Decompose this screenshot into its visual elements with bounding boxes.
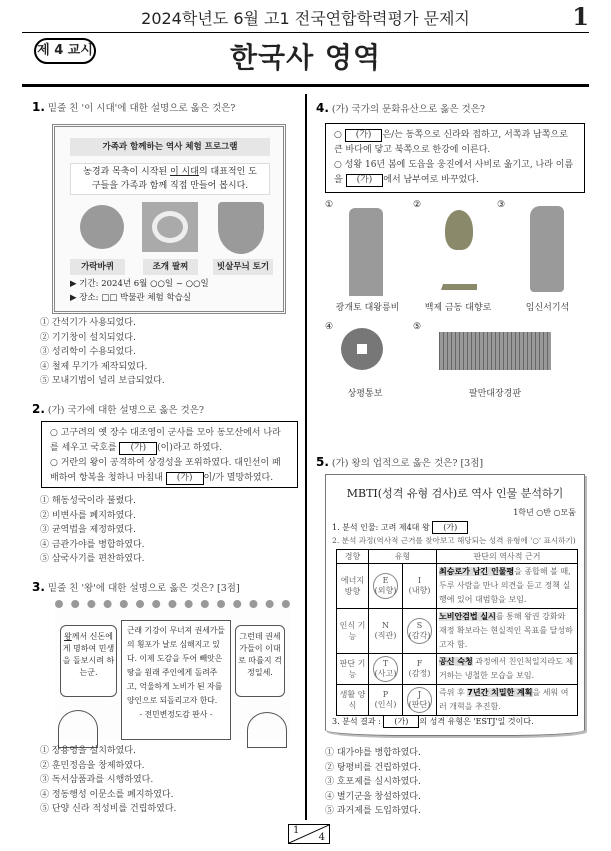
sangpyeong-coin-image (341, 328, 383, 370)
item-label: 빗살무늬 토기 (213, 259, 273, 275)
choice-1[interactable]: ① 장용영을 설치하였다. (40, 746, 136, 756)
program-period: ▶ 기간: 2024년 6월 ○○일 ~ ○○일 (70, 279, 209, 289)
center-speech-bubble: 근래 기강이 무너져 권세가들의 횡포가 날로 심해지고 있다. 이제 도감을 두어 빼앗은 땅을 원래 주인에게 돌려주고, 억울하게 노비가 된 자를 양인으로 되돌리고자 한다. - 전민변정도감 판사 - (121, 620, 231, 740)
option-caption: 상평통보 (347, 389, 383, 399)
choice-1[interactable]: ① 해동성국이라 불렸다. (40, 496, 136, 506)
analysis-subject: 1. 분석 인물: 고려 제4대 왕 (가) (332, 521, 468, 534)
question-2: 2. (가) 국가에 대한 설명으로 옳은 것은? (32, 402, 205, 416)
choice-2[interactable]: ② 탕평비를 건립하였다. (325, 762, 421, 773)
total-pages: 4 (318, 832, 325, 843)
imsin-stone-image (530, 206, 564, 292)
item-label: 가락바퀴 (70, 259, 125, 275)
choice-1[interactable]: ① 간석기가 사용되었다. (40, 318, 136, 328)
right-speech-bubble: 그런데 권세가들이 이대로 따를지 걱정일세. (235, 625, 285, 697)
q5-worksheet (325, 474, 585, 736)
source-line-2: ○ 성왕 16년 봄에 도읍을 웅진에서 사비로 옮기고, 나라 이름을 (가) 에서 남부여로 바꾸었다. (334, 160, 574, 185)
table-row: 생활 양식 P (인식) J (판단) 즉위 후 7년간 치밀한 계획을 세워 여러 개혁을 추진함. (337, 685, 578, 716)
scholar-figure-left (58, 710, 98, 748)
column-divider (305, 94, 307, 820)
choice-4[interactable]: ④ 금관가야를 병합하였다. (40, 539, 145, 550)
choice-3[interactable]: ③ 성리학이 수용되었다. (40, 347, 136, 357)
table-row: 판단 기능 T (사고) F (감정) 공신 숙청 과정에서 친인척일지라도 제거하는 냉철한 모습을 보임. (337, 654, 578, 685)
q2-source-box (41, 421, 298, 488)
option-caption: 백제 금동 대향로 (424, 303, 492, 313)
choice-5[interactable]: ⑤ 단양 신라 적성비를 건립하였다. (40, 804, 177, 814)
shell-bracelet-image (142, 202, 198, 252)
option-number[interactable]: ① (325, 200, 334, 210)
q1-choices (40, 316, 165, 389)
table-row: 에너지 방향 E (외향) I (내향) 최승로가 남긴 인물평을 종합해 볼 때, 두루 사람을 만나 의견을 듣고 정책 실행에 있어 대범함을 보임. (337, 564, 578, 609)
period-badge: 제 4 교시 (34, 38, 96, 64)
q1-program-poster (52, 124, 286, 314)
incense-burner-image (445, 210, 473, 250)
source-line-1: ○ (가) 은/는 동쪽으로 신라와 접하고, 서쪽과 남쪽으로 큰 바다에 닿고 북쪽으로 한강에 이른다. (334, 130, 568, 155)
question-5: 5. (가) 왕의 업적으로 옳은 것은? [3점] (316, 455, 484, 469)
q3-choices (40, 744, 176, 817)
choice-4[interactable]: ④ 철제 무기가 제작되었다. (40, 361, 148, 372)
page-number: 1 (572, 2, 589, 31)
current-page: 1 (293, 825, 300, 836)
analysis-process: 2. 분석 과정(역사적 근거를 찾아보고 해당되는 성격 유형에 '○' 표시하기) (332, 536, 576, 545)
choice-1[interactable]: ① 대가야를 병합하였다. (325, 748, 421, 758)
question-1: 1. 밑줄 친 '이 시대'에 대한 설명으로 옳은 것은? (32, 100, 236, 114)
page-indicator (288, 824, 330, 844)
scholar-figure-right (247, 712, 287, 748)
option-number[interactable]: ③ (497, 200, 506, 210)
program-intro: 농경과 목축이 시작된 이 시대의 대표적인 도구들을 가족과 함께 직접 만들어 봅시다. (70, 163, 270, 195)
gwanggaeto-stele-image (349, 208, 383, 296)
table-row: 인식 기능 N (직관) S (감각) 노비안검법 실시를 통해 왕권 강화와 재정 확보라는 현실적인 목표를 달성하고자 함. (337, 609, 578, 654)
choice-5[interactable]: ⑤ 삼국사기를 편찬하였다. (40, 554, 145, 564)
source-line-2: ○ 거란의 왕이 공격하여 상경성을 포위하였다. 대인선이 패배하여 항복을 청하니 마침내 (가) 이/가 멸망하였다. (50, 458, 281, 483)
choice-2[interactable]: ② 비변사를 폐지하였다. (40, 510, 136, 521)
choice-3[interactable]: ③ 독서삼품과를 시행하였다. (40, 775, 154, 785)
analysis-result: 3. 분석 결과 : (가) 의 성격 유형은 'ESTJ'일 것이다. (332, 717, 534, 726)
choice-3[interactable]: ③ 호포제를 실시하였다. (325, 777, 421, 787)
choice-5[interactable]: ⑤ 과거제를 도입하였다. (325, 806, 421, 816)
spindle-whorl-image (80, 205, 124, 249)
exam-header-title: 2024학년도 6월 고1 전국연합학력평가 문제지 (141, 9, 470, 28)
q3-cartoon (55, 600, 290, 742)
choice-3[interactable]: ③ 균역법을 제정하였다. (40, 525, 136, 535)
option-caption: 임신서기석 (525, 303, 570, 313)
tripitaka-woodblock-image (439, 332, 551, 370)
option-number[interactable]: ⑤ (413, 322, 422, 332)
mbti-table: 경향 유형 판단의 역사적 근거 에너지 방향 E (외향) I (내향) 최승로가 남긴 인물평을 종합해 볼 때, 두루 사람을 만나 의견을 듣고 정책 실행에 있어 대범함을 보임. 인식 기능 N (직관) S (감각) 노비안검법 실시를 통해 왕권 강화와 재정 확보라는 현실적인 목표를 달성하고자 함. 판단 기능 T (사고) F (감정) 공신 숙청 과정에서 친인척일지라도 제거하는 냉철한 모습을 보임. 생활 양식 P (인식) J (판단) 즉위 후 7년간 치밀한 계획을 세워 여러 개혁을 추진함. (336, 549, 578, 716)
left-speech-bubble: 왕께서 신돈에게 명하여 민생을 돌보시려 하는군. (60, 625, 117, 697)
header-thick-rule (22, 84, 589, 87)
item-label: 조개 팔찌 (143, 259, 198, 275)
choice-4[interactable]: ④ 정동행성 이문소를 폐지하였다. (40, 789, 174, 800)
choice-2[interactable]: ② 훈민정음을 창제하였다. (40, 760, 145, 771)
question-3: 3. 밑줄 친 '왕'에 대한 설명으로 옳은 것은? [3점] (32, 580, 240, 594)
worksheet-class: 1학년 ○반 ○모둠 (513, 508, 576, 517)
choice-2[interactable]: ② 기기창이 설치되었다. (40, 332, 136, 343)
source-line-1: ○ 고구려의 옛 장수 대조영이 군사를 모아 동모산에서 나라를 세우고 국호를 (가) (이)라고 하였다. (50, 428, 281, 453)
worksheet-title: MBTI(성격 유형 검사)로 역사 인물 분석하기 (346, 487, 564, 500)
question-4: 4. (가) 국가의 문화유산으로 옳은 것은? (316, 101, 485, 115)
q4-source-box (325, 123, 585, 193)
subject-title: 한국사 영역 (230, 41, 381, 74)
comb-pottery-image (218, 202, 264, 254)
option-number[interactable]: ④ (325, 322, 334, 332)
choice-4[interactable]: ④ 별기군을 창설하였다. (325, 791, 421, 802)
option-caption: 광개토 대왕릉비 (335, 303, 400, 313)
option-number[interactable]: ② (413, 200, 422, 210)
q5-choices (325, 746, 421, 819)
header-rule (22, 32, 589, 33)
q2-choices (40, 494, 145, 567)
q4-options (325, 200, 590, 440)
incense-burner-stand (441, 260, 477, 290)
option-caption: 팔만대장경판 (468, 389, 522, 399)
program-title: 가족과 함께하는 역사 체험 프로그램 (70, 138, 270, 156)
choice-5[interactable]: ⑤ 모내기법이 널리 보급되었다. (40, 376, 165, 386)
program-place: ▶ 장소: □□ 박물관 체험 학습실 (70, 293, 192, 303)
